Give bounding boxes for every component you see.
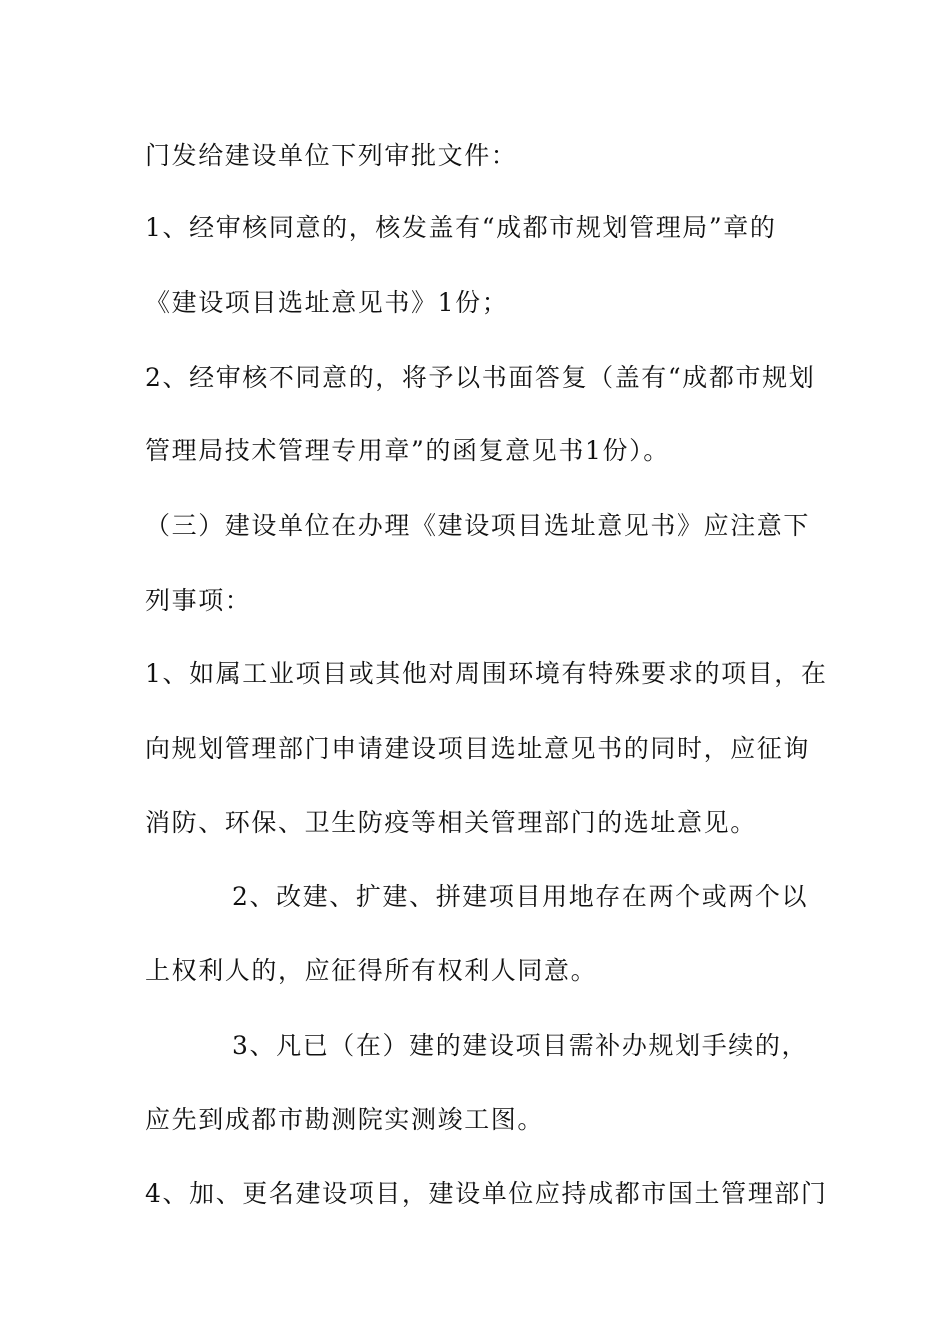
paragraph-line: 4、加、更名建设项目，建设单位应持成都市国土管理部门 [145, 1179, 828, 1208]
paragraph-line: 3、凡已（在）建的建设项目需补办规划手续的， [232, 1031, 809, 1060]
paragraph-line: 列事项： [145, 586, 252, 615]
paragraph-line: 2、经审核不同意的，将予以书面答复（盖有“成都市规划 [145, 363, 816, 392]
paragraph-line: 应先到成都市勘测院实测竣工图。 [145, 1105, 545, 1134]
paragraph-line: 2、改建、扩建、拼建项目用地存在两个或两个以 [232, 882, 809, 911]
section-heading: （三）建设单位在办理《建设项目选址意见书》应注意下 [145, 511, 811, 540]
paragraph-line: 1、如属工业项目或其他对周围环境有特殊要求的项目，在 [145, 659, 828, 688]
paragraph-line: 管理局技术管理专用章”的函复意见书1份）。 [145, 436, 670, 465]
paragraph-line: 1、经审核同意的，核发盖有“成都市规划管理局”章的 [145, 213, 777, 242]
paragraph-line: 上权利人的，应征得所有权利人同意。 [145, 956, 598, 985]
paragraph-line: 门发给建设单位下列审批文件： [145, 141, 518, 170]
paragraph-line: 消防、环保、卫生防疫等相关管理部门的选址意见。 [145, 808, 757, 837]
paragraph-line: 向规划管理部门申请建设项目选址意见书的同时，应征询 [145, 734, 811, 763]
paragraph-line: 《建设项目选址意见书》1份； [145, 288, 509, 317]
